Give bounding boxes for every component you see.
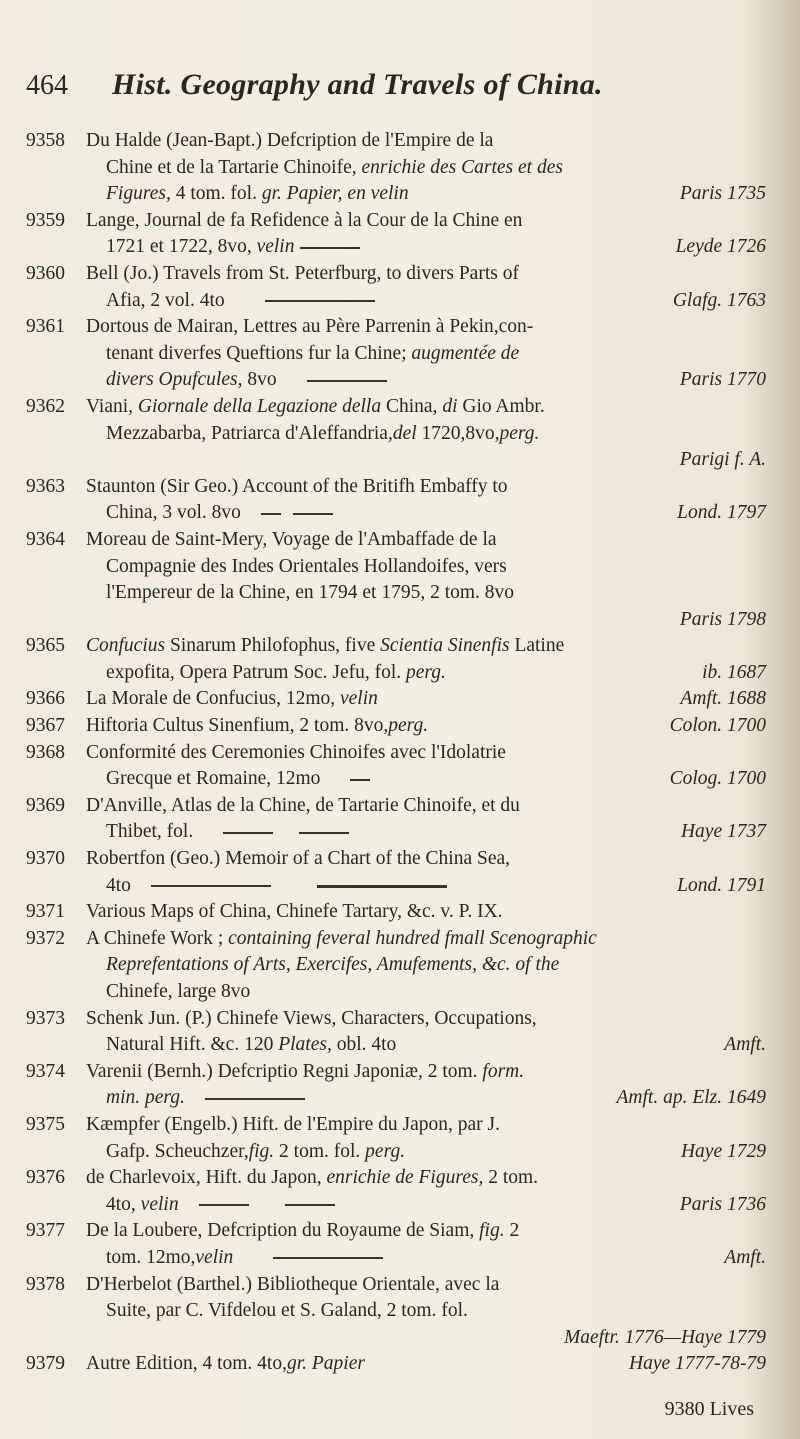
catalogue-entry (26, 793, 766, 846)
entry-imprint: Amft. (724, 1246, 766, 1268)
entry-line: De la Loubere, Defcription du Royaume de Siam, fig. 2 (86, 1220, 520, 1242)
entry-line: Moreau de Saint-Mery, Voyage de l'Ambaffade de la (86, 528, 497, 550)
entry-line: Autre Edition, 4 tom. 4to,gr. Papier Haye 1777-78-79 (86, 1351, 766, 1378)
catalogue-entry (26, 1272, 766, 1352)
catalogue-entry (26, 899, 766, 926)
catalogue-entry (26, 261, 766, 314)
entry-number: 9368 (26, 741, 65, 763)
entry-line: Staunton (Sir Geo.) Account of the Britifh Embaffy to (86, 475, 508, 497)
catalogue-entry (26, 846, 766, 899)
entry-line: Chine et de la Tartarie Chinoife, enrichie des Cartes et des (106, 156, 563, 178)
catalogue-entry (26, 713, 766, 740)
entry-number: 9374 (26, 1060, 65, 1082)
entry-line: A Chinefe Work ; containing feveral hundred fmall Scenographic (86, 927, 597, 949)
entry-line: China, 3 vol. 8vo Lond. 1797 (86, 500, 766, 527)
catalogue-entry (26, 128, 766, 208)
entry-line: Reprefentations of Arts, Exercifes, Amufements, &c. of the (106, 954, 560, 976)
entry-line: tenant diverfes Queftions fur la Chine; augmentée de (106, 342, 520, 364)
entry-line: Robertfon (Geo.) Memoir of a Chart of the China Sea, (86, 848, 511, 870)
entry-imprint: Parigi f. A. (679, 449, 766, 471)
catalogue-entry (26, 208, 766, 261)
entry-line: Natural Hift. &c. 120 Plates, obl. 4to Amft. (86, 1032, 766, 1059)
entry-imprint: Lond. 1797 (677, 502, 766, 524)
entry-number: 9358 (26, 130, 65, 151)
entry-line: Du Halde (Jean-Bapt.) Defcription de l'Empire de la (86, 130, 494, 151)
entry-line: 1721 et 1722, 8vo, velin Leyde 1726 (86, 234, 766, 261)
catalogue-entry (26, 394, 766, 474)
entry-line: Gafp. Scheuchzer,fig. 2 tom. fol. perg. Haye 1729 (86, 1139, 766, 1166)
entry-line: Mezzabarba, Patriarca d'Aleffandria,del 1720,8vo,perg. (106, 422, 540, 444)
catalogue-entry (26, 686, 766, 713)
entry-number: 9367 (26, 715, 65, 737)
entry-number: 9359 (26, 209, 65, 231)
entry-imprint: Amft. ap. Elz. 1649 (616, 1087, 766, 1109)
catalogue-entry (26, 1165, 766, 1218)
entry-line: Various Maps of China, Chinefe Tartary, &c. v. P. IX. (86, 901, 503, 923)
entry-imprint: Paris 1770 (679, 369, 766, 391)
entry-line: D'Herbelot (Barthel.) Bibliotheque Orientale, avec la (86, 1273, 500, 1295)
entry-number: 9371 (26, 901, 65, 923)
entry-line: Bell (Jo.) Travels from St. Peterfburg, to divers Parts of (86, 262, 519, 284)
entry-line: min. perg. Amft. ap. Elz. 1649 (86, 1085, 766, 1112)
catalogue-entry (26, 633, 766, 686)
entry-imprint: Leyde 1726 (675, 236, 766, 258)
entry-imprint: ib. 1687 (702, 661, 766, 683)
catalogue-entry (26, 1006, 766, 1059)
entry-line: Varenii (Bernh.) Defcriptio Regni Japoniæ, 2 tom. form. (86, 1060, 525, 1082)
entry-imprint: Paris 1735 (679, 183, 766, 205)
entry-line: Thibet, fol. Haye 1737 (86, 819, 766, 846)
entry-number: 9364 (26, 528, 65, 550)
entry-number: 9376 (26, 1167, 65, 1189)
entry-line: 4to Lond. 1791 (86, 873, 766, 900)
entry-imprint: Maeftr. 1776—Haye 1779 (563, 1326, 766, 1348)
entry-number: 9372 (26, 927, 65, 949)
entry-imprint: Colon. 1700 (669, 715, 766, 737)
entry-line: Grecque et Romaine, 12mo Colog. 1700 (86, 766, 766, 793)
entry-number: 9360 (26, 262, 65, 284)
entry-line: Schenk Jun. (P.) Chinefe Views, Characters, Occupations, (86, 1007, 537, 1029)
page-header (26, 64, 760, 104)
catalogue-entry (26, 314, 766, 394)
entry-line: Conformité des Ceremonies Chinoifes avec l'Idolatrie (86, 741, 506, 763)
catalogue-entry (26, 740, 766, 793)
entry-number: 9363 (26, 475, 65, 497)
entry-line: D'Anville, Atlas de la Chine, de Tartarie Chinoife, et du (86, 794, 520, 816)
entry-number: 9362 (26, 395, 65, 417)
catalogue-entry (26, 474, 766, 527)
entry-imprint: Paris 1736 (679, 1193, 766, 1215)
entry-line: Afia, 2 vol. 4to Glafg. 1763 (86, 288, 766, 315)
catalogue-entry (26, 1351, 766, 1378)
entry-number: 9365 (26, 635, 65, 657)
entry-line: Lange, Journal de fa Refidence à la Cour de la Chine en (86, 209, 523, 231)
entry-imprint: Paris 1798 (679, 608, 766, 630)
entry-number: 9373 (26, 1007, 65, 1029)
entry-line: La Morale de Confucius, 12mo, velin Amft. 1688 (86, 686, 766, 713)
entry-imprint: Glafg. 1763 (672, 289, 766, 311)
entry-line: expofita, Opera Patrum Soc. Jefu, fol. perg. ib. 1687 (86, 660, 766, 687)
entry-number: 9361 (26, 316, 65, 338)
entry-line: Chinefe, large 8vo (106, 981, 251, 1002)
catalogue-entry (26, 1059, 766, 1112)
catalogue-entries (26, 128, 766, 1378)
entry-line: 4to, velin Paris 1736 (86, 1192, 766, 1219)
entry-imprint: Haye 1729 (680, 1140, 766, 1162)
entry-imprint: Amft. (724, 1034, 766, 1056)
entry-line: Suite, par C. Vifdelou et S. Galand, 2 tom. fol. (106, 1300, 468, 1322)
entry-imprint: Amft. 1688 (680, 688, 766, 710)
entry-line: divers Opufcules, 8vo Paris 1770 (86, 367, 766, 394)
catalogue-entry (26, 1218, 766, 1271)
entry-line: Viani, Giornale della Legazione della China, di Gio Ambr. (86, 395, 545, 417)
entry-line: l'Empereur de la Chine, en 1794 et 1795, 2 tom. 8vo (106, 582, 515, 604)
catalogue-entry (26, 1112, 766, 1165)
entry-line: Confucius Sinarum Philofophus, five Scientia Sinenfis Latine (86, 635, 565, 657)
entry-line: Kæmpfer (Engelb.) Hift. de l'Empire du Japon, par J. (86, 1113, 500, 1135)
entry-line: Compagnie des Indes Orientales Hollandoifes, vers (106, 555, 507, 577)
entry-number: 9366 (26, 688, 65, 710)
running-title: Hist. Geography and Travels of China. (112, 68, 603, 101)
entry-line: de Charlevoix, Hift. du Japon, enrichie de Figures, 2 tom. (86, 1167, 539, 1189)
page-number: 464 (26, 70, 68, 101)
entry-number: 9369 (26, 794, 65, 816)
catalogue-entry (26, 527, 766, 633)
entry-line: Dortous de Mairan, Lettres au Père Parrenin à Pekin,con- (86, 316, 534, 338)
catchword: 9380 Lives (664, 1398, 754, 1420)
entry-line: Figures, 4 tom. fol. gr. Papier, en velin Paris 1735 (86, 181, 766, 208)
entry-number: 9379 (26, 1353, 65, 1375)
entry-number: 9370 (26, 848, 65, 870)
entry-number: 9377 (26, 1220, 65, 1242)
entry-number: 9375 (26, 1113, 65, 1135)
catalogue-entry (26, 926, 766, 1006)
entry-imprint: Colog. 1700 (669, 768, 766, 790)
entry-imprint: Haye 1737 (680, 821, 766, 843)
entry-number: 9378 (26, 1273, 65, 1295)
entry-line: Hiftoria Cultus Sinenfium, 2 tom. 8vo,perg. Colon. 1700 (86, 713, 766, 740)
entry-line: tom. 12mo,velin Amft. (86, 1245, 766, 1272)
entry-imprint: Lond. 1791 (677, 874, 766, 896)
entry-imprint: Haye 1777-78-79 (628, 1353, 766, 1375)
